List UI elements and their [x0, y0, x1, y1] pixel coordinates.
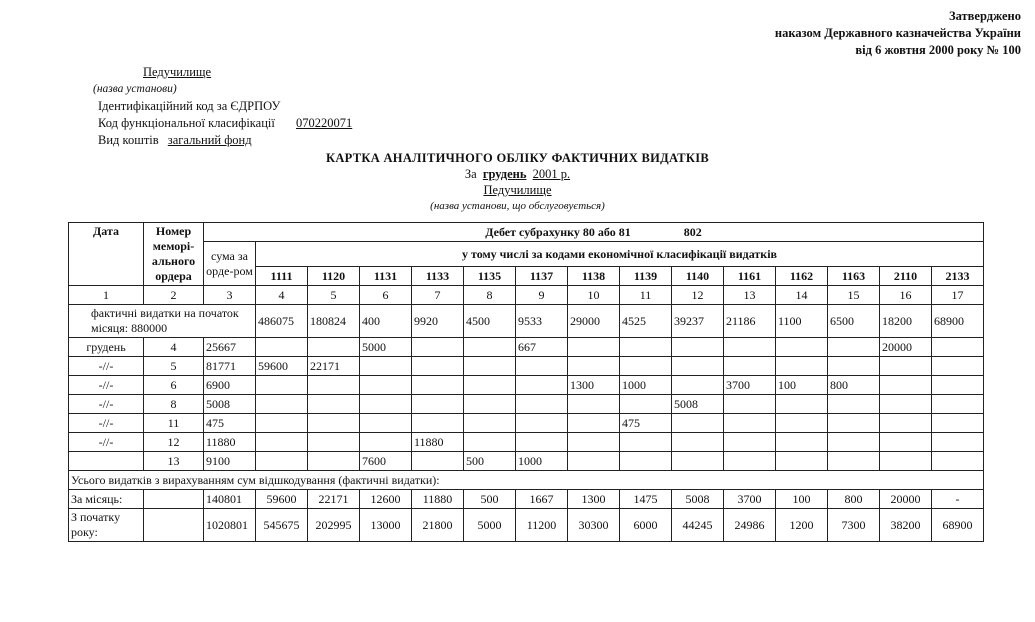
row-value — [412, 395, 464, 414]
opening-row — [69, 305, 984, 338]
row-value — [776, 433, 828, 452]
month-value: 100 — [776, 490, 828, 509]
row-value — [516, 376, 568, 395]
row-value: 1000 — [516, 452, 568, 471]
table-row — [69, 452, 984, 471]
column-number: 11 — [620, 286, 672, 305]
row-sum: 475 — [204, 414, 256, 433]
row-value — [828, 395, 880, 414]
row-value: 20000 — [880, 338, 932, 357]
row-sum: 81771 — [204, 357, 256, 376]
row-value — [464, 433, 516, 452]
edrpou-label: Ідентифікаційний код за ЄДРПОУ — [98, 99, 281, 113]
row-value — [880, 376, 932, 395]
period-year: 2001 р. — [532, 167, 571, 181]
row-value — [620, 433, 672, 452]
code-1131: 1131 — [360, 267, 412, 286]
row-value — [620, 452, 672, 471]
fund-label: Вид коштів — [98, 133, 159, 147]
column-number: 2 — [144, 286, 204, 305]
row-value — [256, 414, 308, 433]
row-value — [828, 433, 880, 452]
row-value: 1000 — [620, 376, 672, 395]
approval-line-1: Затверджено — [949, 9, 1021, 23]
year-sum: 1020801 — [204, 509, 256, 542]
opening-label — [69, 305, 256, 338]
row-value — [828, 338, 880, 357]
row-value — [360, 376, 412, 395]
row-value — [776, 414, 828, 433]
row-value: 475 — [620, 414, 672, 433]
year-label: З початку року: — [69, 509, 144, 542]
row-sum: 25667 — [204, 338, 256, 357]
institution-name: Педучилище — [143, 65, 212, 79]
row-value — [932, 357, 984, 376]
row-value — [308, 452, 360, 471]
table-row — [69, 395, 984, 414]
row-value — [724, 338, 776, 357]
row-value: 59600 — [256, 357, 308, 376]
year-value: 7300 — [828, 509, 880, 542]
month-total-row — [69, 490, 984, 509]
month-order-empty — [144, 490, 204, 509]
header-debit-label: Дебет субрахунку 80 або 81 — [485, 224, 631, 239]
header-debit-code: 802 — [683, 224, 702, 239]
func-value: 070220071 — [296, 116, 353, 130]
year-value: 21800 — [412, 509, 464, 542]
opening-value: 18200 — [880, 305, 932, 338]
column-number: 8 — [464, 286, 516, 305]
approval-line-3: від 6 жовтня 2000 року № 100 — [855, 43, 1021, 57]
opening-value: 486075 — [256, 305, 308, 338]
row-value — [360, 414, 412, 433]
year-value: 68900 — [932, 509, 984, 542]
month-sum: 140801 — [204, 490, 256, 509]
row-value — [724, 433, 776, 452]
table-row — [69, 414, 984, 433]
row-value — [412, 452, 464, 471]
serviced-institution: Педучилище — [483, 183, 552, 197]
year-value: 6000 — [620, 509, 672, 542]
row-value — [256, 338, 308, 357]
row-order: 8 — [144, 395, 204, 414]
month-value: 5008 — [672, 490, 724, 509]
row-value — [568, 357, 620, 376]
row-value — [360, 395, 412, 414]
row-value — [568, 414, 620, 433]
year-total-row — [69, 509, 984, 542]
month-value: 1300 — [568, 490, 620, 509]
month-value: - — [932, 490, 984, 509]
row-value: 100 — [776, 376, 828, 395]
month-value: 12600 — [360, 490, 412, 509]
row-value: 3700 — [724, 376, 776, 395]
row-value — [360, 433, 412, 452]
code-2110: 2110 — [880, 267, 932, 286]
row-value: 5000 — [360, 338, 412, 357]
approval-stamp — [775, 8, 1021, 59]
code-1139: 1139 — [620, 267, 672, 286]
opening-value: 1100 — [776, 305, 828, 338]
opening-value: 68900 — [932, 305, 984, 338]
year-value: 13000 — [360, 509, 412, 542]
row-value — [672, 452, 724, 471]
table-row — [69, 357, 984, 376]
row-value — [724, 414, 776, 433]
month-value: 1475 — [620, 490, 672, 509]
row-value — [932, 452, 984, 471]
month-value: 800 — [828, 490, 880, 509]
row-value — [724, 395, 776, 414]
row-value — [620, 395, 672, 414]
code-1140: 1140 — [672, 267, 724, 286]
opening-label-text: фактичні видатки на початок місяця: — [91, 306, 239, 335]
approval-line-2: наказом Державного казначейства України — [774, 26, 1021, 40]
row-value — [412, 414, 464, 433]
column-number: 14 — [776, 286, 828, 305]
row-value — [256, 452, 308, 471]
row-order: 5 — [144, 357, 204, 376]
row-value — [828, 414, 880, 433]
row-date: -//- — [69, 433, 144, 452]
header-including: у тому числі за кодами економічної класифікації видатків — [256, 242, 984, 267]
year-value: 202995 — [308, 509, 360, 542]
row-order: 13 — [144, 452, 204, 471]
month-value: 1667 — [516, 490, 568, 509]
row-value — [516, 357, 568, 376]
code-1133: 1133 — [412, 267, 464, 286]
row-value — [412, 357, 464, 376]
row-value: 1300 — [568, 376, 620, 395]
row-value — [256, 433, 308, 452]
row-value — [932, 338, 984, 357]
row-date: -//- — [69, 414, 144, 433]
title-block — [0, 150, 1035, 214]
column-number: 15 — [828, 286, 880, 305]
column-number: 9 — [516, 286, 568, 305]
row-value — [932, 376, 984, 395]
total-label: Усього видатків з вирахуванням сум відшкодування (фактичні видатки): — [69, 471, 984, 490]
row-order: 4 — [144, 338, 204, 357]
column-number: 7 — [412, 286, 464, 305]
total-label-row — [69, 471, 984, 490]
row-value — [932, 414, 984, 433]
year-order-empty — [144, 509, 204, 542]
row-date: -//- — [69, 395, 144, 414]
document-header — [88, 64, 352, 149]
row-value — [672, 357, 724, 376]
year-value: 30300 — [568, 509, 620, 542]
row-value — [360, 357, 412, 376]
month-value: 3700 — [724, 490, 776, 509]
row-value — [880, 395, 932, 414]
row-sum: 9100 — [204, 452, 256, 471]
row-value — [776, 357, 828, 376]
opening-value: 6500 — [828, 305, 880, 338]
opening-value: 9533 — [516, 305, 568, 338]
table-row — [69, 376, 984, 395]
row-value — [308, 433, 360, 452]
row-value — [464, 376, 516, 395]
period-month: грудень — [482, 167, 527, 181]
row-value — [932, 395, 984, 414]
code-1111: 1111 — [256, 267, 308, 286]
row-value — [516, 433, 568, 452]
row-order: 11 — [144, 414, 204, 433]
opening-value: 4500 — [464, 305, 516, 338]
row-value — [880, 433, 932, 452]
code-1137: 1137 — [516, 267, 568, 286]
header-sum: сума за орде-ром — [204, 242, 256, 286]
row-order: 12 — [144, 433, 204, 452]
year-value: 38200 — [880, 509, 932, 542]
column-number: 10 — [568, 286, 620, 305]
row-value — [412, 338, 464, 357]
month-value: 20000 — [880, 490, 932, 509]
row-sum: 11880 — [204, 433, 256, 452]
row-value — [308, 338, 360, 357]
table-row — [69, 433, 984, 452]
code-2133: 2133 — [932, 267, 984, 286]
opening-value: 4525 — [620, 305, 672, 338]
fund-value: загальний фонд — [167, 133, 252, 147]
code-1138: 1138 — [568, 267, 620, 286]
row-sum: 5008 — [204, 395, 256, 414]
row-date — [69, 452, 144, 471]
row-value: 11880 — [412, 433, 464, 452]
year-value: 24986 — [724, 509, 776, 542]
row-value: 5008 — [672, 395, 724, 414]
column-number: 4 — [256, 286, 308, 305]
row-sum: 6900 — [204, 376, 256, 395]
row-value — [828, 357, 880, 376]
serviced-caption: (назва установи, що обслуговується) — [430, 200, 605, 212]
row-value — [776, 338, 828, 357]
row-value — [568, 395, 620, 414]
period-prefix: За — [464, 167, 477, 181]
row-value — [256, 395, 308, 414]
row-date: -//- — [69, 357, 144, 376]
code-1161: 1161 — [724, 267, 776, 286]
row-value — [776, 452, 828, 471]
row-value — [620, 357, 672, 376]
opening-value: 9920 — [412, 305, 464, 338]
document-title: КАРТКА АНАЛІТИЧНОГО ОБЛІКУ ФАКТИЧНИХ ВИДАТКІВ — [325, 151, 710, 165]
row-value — [880, 357, 932, 376]
expense-card-table — [68, 222, 984, 542]
code-1135: 1135 — [464, 267, 516, 286]
year-value: 1200 — [776, 509, 828, 542]
column-number: 12 — [672, 286, 724, 305]
column-number: 6 — [360, 286, 412, 305]
column-number: 5 — [308, 286, 360, 305]
row-value — [568, 433, 620, 452]
row-value: 7600 — [360, 452, 412, 471]
row-value — [308, 414, 360, 433]
opening-value: 180824 — [308, 305, 360, 338]
row-value — [620, 338, 672, 357]
opening-value: 400 — [360, 305, 412, 338]
row-value — [568, 452, 620, 471]
row-value — [568, 338, 620, 357]
column-number: 17 — [932, 286, 984, 305]
column-number: 1 — [69, 286, 144, 305]
row-value — [308, 395, 360, 414]
func-label: Код функціональної класифікації — [98, 116, 275, 130]
code-1162: 1162 — [776, 267, 828, 286]
opening-value: 39237 — [672, 305, 724, 338]
row-value — [672, 414, 724, 433]
row-value — [464, 414, 516, 433]
row-value: 22171 — [308, 357, 360, 376]
row-value — [516, 395, 568, 414]
row-value — [828, 452, 880, 471]
institution-caption: (назва установи) — [93, 83, 177, 95]
year-value: 11200 — [516, 509, 568, 542]
year-value: 545675 — [256, 509, 308, 542]
row-value — [516, 414, 568, 433]
header-date: Дата — [69, 223, 144, 286]
row-value — [672, 376, 724, 395]
row-value — [308, 376, 360, 395]
row-value — [412, 376, 464, 395]
row-value — [776, 395, 828, 414]
code-1163: 1163 — [828, 267, 880, 286]
column-number: 16 — [880, 286, 932, 305]
row-value — [464, 357, 516, 376]
row-value: 800 — [828, 376, 880, 395]
opening-sum: 880000 — [131, 321, 168, 335]
row-value — [932, 433, 984, 452]
month-value: 500 — [464, 490, 516, 509]
column-number: 3 — [204, 286, 256, 305]
month-value: 11880 — [412, 490, 464, 509]
header-debit — [204, 223, 984, 242]
row-value — [256, 376, 308, 395]
row-value — [672, 433, 724, 452]
row-date: грудень — [69, 338, 144, 357]
row-value — [724, 452, 776, 471]
row-value: 667 — [516, 338, 568, 357]
month-value: 59600 — [256, 490, 308, 509]
row-value — [880, 452, 932, 471]
row-value: 500 — [464, 452, 516, 471]
year-value: 5000 — [464, 509, 516, 542]
column-number: 13 — [724, 286, 776, 305]
opening-value: 21186 — [724, 305, 776, 338]
row-value — [464, 338, 516, 357]
card-body — [69, 305, 984, 542]
row-value — [464, 395, 516, 414]
table-row — [69, 338, 984, 357]
column-numbers-row — [69, 286, 984, 305]
month-value: 22171 — [308, 490, 360, 509]
opening-value: 29000 — [568, 305, 620, 338]
row-date: -//- — [69, 376, 144, 395]
month-label: За місяць: — [69, 490, 144, 509]
row-order: 6 — [144, 376, 204, 395]
code-1120: 1120 — [308, 267, 360, 286]
row-value — [880, 414, 932, 433]
header-order: Номер меморі-ального ордера — [144, 223, 204, 286]
row-value — [672, 338, 724, 357]
row-value — [724, 357, 776, 376]
year-value: 44245 — [672, 509, 724, 542]
